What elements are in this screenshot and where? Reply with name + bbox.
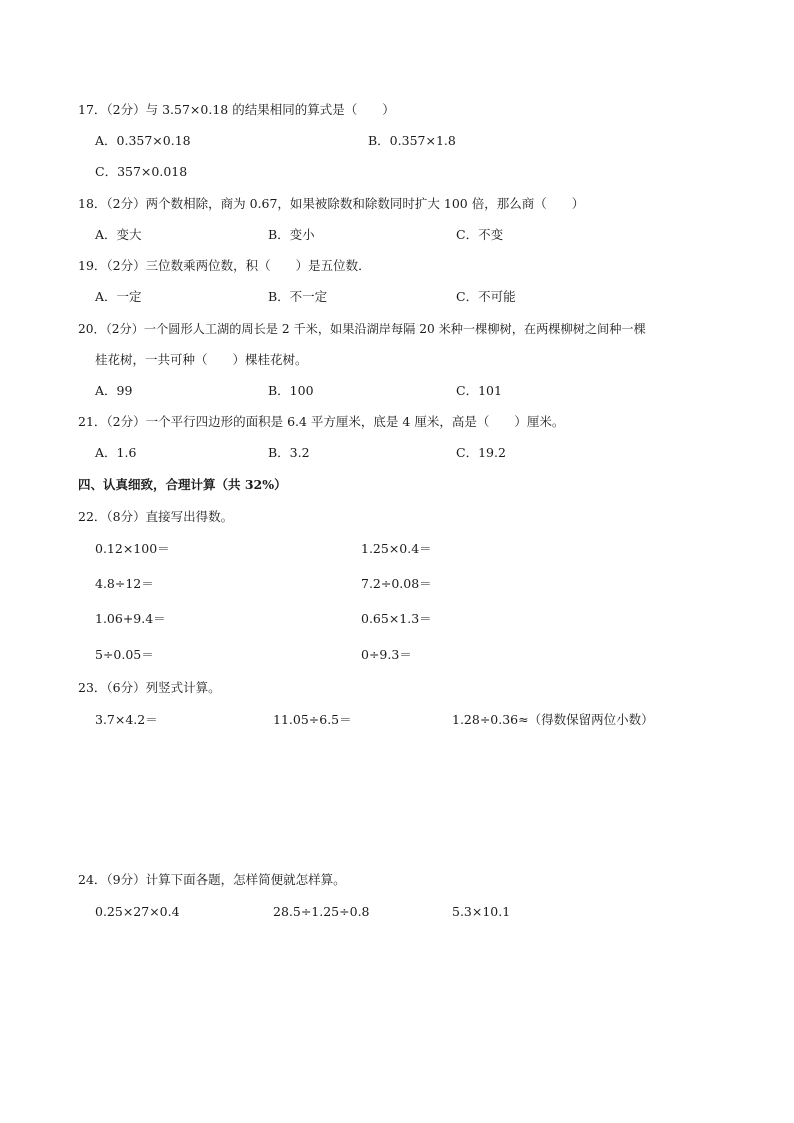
q22-item-6: 0.65×1.3＝ bbox=[361, 611, 432, 626]
q23-item-2: 11.05÷6.5＝ bbox=[273, 712, 352, 727]
q22-item-2: 1.25×0.4＝ bbox=[361, 541, 432, 556]
q20-option-c: C．101 bbox=[456, 383, 502, 398]
q24-item-1: 0.25×27×0.4 bbox=[95, 904, 180, 919]
q17-option-a: A．0.357×0.18 bbox=[95, 133, 191, 148]
q19-option-b: B．不一定 bbox=[268, 289, 328, 304]
q22-item-4: 7.2÷0.08＝ bbox=[361, 576, 432, 591]
q22-item-1: 0.12×100＝ bbox=[95, 541, 170, 556]
q19-option-c: C．不可能 bbox=[456, 289, 516, 304]
q21-option-b: B．3.2 bbox=[268, 445, 310, 460]
q21-option-a: A．1.6 bbox=[95, 445, 137, 460]
q21-stem: 21．（2分）一个平行四边形的面积是 6.4 平方厘米，底是 4 厘米，高是（ ）厘米。 bbox=[78, 414, 565, 429]
q24-stem: 24．（9分）计算下面各题，怎样简便就怎样算。 bbox=[78, 872, 346, 887]
q24-item-2: 28.5÷1.25÷0.8 bbox=[273, 904, 370, 919]
q20-stem-line1: 20．（2分）一个圆形人工湖的周长是 2 千米，如果沿湖岸每隔 20 米种一棵柳树，在两棵柳树之间种一棵 bbox=[78, 322, 646, 336]
q18-option-a: A．变大 bbox=[95, 227, 142, 242]
q18-stem: 18．（2分）两个数相除，商为 0.67，如果被除数和除数同时扩大 100 倍，那么商（ ） bbox=[78, 196, 585, 211]
q19-option-a: A．一定 bbox=[95, 289, 142, 304]
section-4-title: 四、认真细致，合理计算（共 32%） bbox=[78, 477, 287, 492]
q20-stem-line2: 桂花树，一共可种（ ）棵桂花树。 bbox=[95, 352, 308, 367]
q23-stem: 23．（6分）列竖式计算。 bbox=[78, 680, 221, 695]
q22-item-5: 1.06+9.4＝ bbox=[95, 611, 166, 626]
q18-option-b: B．变小 bbox=[268, 227, 315, 242]
q17-option-c: C．357×0.018 bbox=[95, 164, 188, 179]
q23-item-3: 1.28÷0.36≈（得数保留两位小数） bbox=[452, 712, 654, 727]
q23-item-1: 3.7×4.2＝ bbox=[95, 712, 158, 727]
q19-stem: 19．（2分）三位数乘两位数，积（ ）是五位数． bbox=[78, 258, 371, 273]
q17-stem: 17．（2分）与 3.57×0.18 的结果相同的算式是（ ） bbox=[78, 102, 395, 117]
q18-option-c: C．不变 bbox=[456, 227, 504, 242]
q22-item-8: 0÷9.3＝ bbox=[361, 647, 412, 662]
q21-option-c: C．19.2 bbox=[456, 445, 506, 460]
q22-stem: 22．（8分）直接写出得数。 bbox=[78, 509, 234, 524]
q22-item-7: 5÷0.05＝ bbox=[95, 647, 154, 662]
q24-item-3: 5.3×10.1 bbox=[452, 904, 511, 919]
q17-option-b: B．0.357×1.8 bbox=[368, 133, 456, 148]
q22-item-3: 4.8÷12＝ bbox=[95, 576, 154, 591]
q20-option-b: B．100 bbox=[268, 383, 314, 398]
q20-option-a: A．99 bbox=[95, 383, 133, 398]
